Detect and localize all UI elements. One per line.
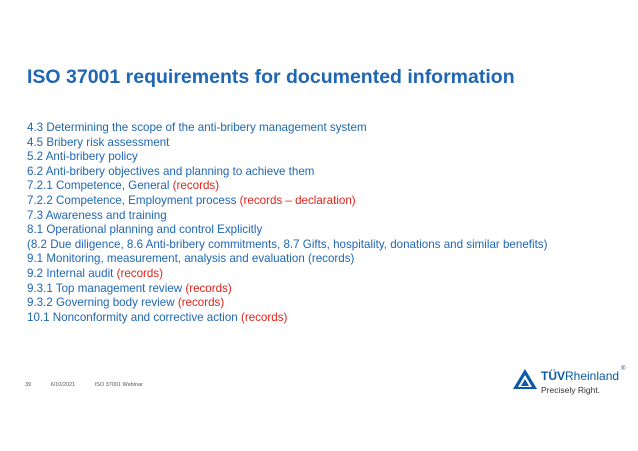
- records-note: (records): [116, 266, 163, 280]
- list-item: 7.2.1 Competence, General (records): [27, 179, 220, 193]
- list-item: 7.3 Awareness and training: [27, 208, 167, 222]
- slide-title: ISO 37001 requirements for documented information: [27, 66, 515, 88]
- records-note: (records): [240, 310, 288, 324]
- page-number: 39: [25, 382, 32, 388]
- registered-mark: ®: [621, 366, 626, 372]
- list-item: 4.5 Bribery risk assessment: [27, 135, 170, 149]
- list-item: 9.2 Internal audit (records): [27, 266, 163, 280]
- list-item: 9.3.1 Top management review (records): [27, 281, 232, 295]
- footer-date: 6/10/2021: [50, 382, 76, 388]
- list-item: 7.2.2 Competence, Employment process (records – declaration): [27, 193, 356, 207]
- list-item: 10.1 Nonconformity and corrective action (records): [27, 310, 288, 324]
- records-note: (records): [177, 296, 225, 310]
- slide-footer: [25, 382, 161, 388]
- tuv-triangle-icon: [512, 368, 538, 390]
- list-item: 5.2 Anti-bribery policy: [27, 150, 138, 164]
- footer-event: ISO 37001 Webinar: [94, 382, 143, 388]
- records-note: (records): [185, 281, 232, 295]
- tuv-logo: [512, 368, 628, 398]
- brand-name: TÜVRheinland: [541, 369, 620, 383]
- list-item: 9.1 Monitoring, measurement, analysis and evaluation (records): [27, 252, 355, 266]
- requirements-list: [27, 121, 547, 325]
- list-item: 6.2 Anti-bribery objectives and planning to achieve them: [27, 164, 315, 178]
- list-item: 4.3 Determining the scope of the anti-bribery management system: [27, 121, 367, 134]
- list-item: 8.1 Operational planning and control Explicitly: [27, 223, 263, 237]
- list-item: 9.3.2 Governing body review (records): [27, 296, 225, 310]
- records-note: (records): [172, 179, 220, 193]
- list-item: (8.2 Due diligence, 8.6 Anti-bribery commitments, 8.7 Gifts, hospitality, donations and similar benefits): [27, 237, 548, 251]
- records-note: (records – declaration): [239, 193, 356, 207]
- brand-tagline: Precisely Right.: [541, 385, 601, 395]
